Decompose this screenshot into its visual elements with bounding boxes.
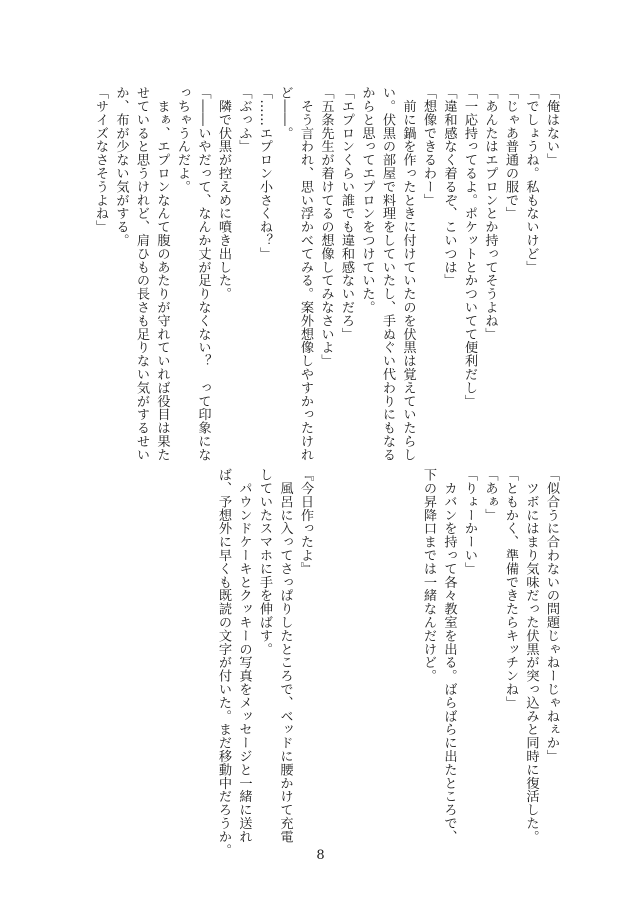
lower-text-block xyxy=(101,468,561,857)
text-line: 「五条先生が着けてるの想像してみなさいよ」 xyxy=(318,86,334,368)
text-line xyxy=(315,468,336,808)
text-line: 下の昇降口までは一緒なんだけど。 xyxy=(421,468,436,683)
text-line: 『今日作ったよ』 xyxy=(298,468,313,576)
upper-text-block xyxy=(93,86,561,462)
text-line: パウンドケーキとクッキーの写真をメッセージと一緒に送れ xyxy=(236,468,252,844)
text-line: 「似合うに合わないの問題じゃねーじゃねぇか」 xyxy=(544,468,559,763)
page-number: 8 xyxy=(316,848,325,863)
text-line: 「でしょうね。私もないけど」 xyxy=(523,86,539,274)
text-line: 「一応持ってるよ。ポケットとかついてて便利だし」 xyxy=(462,86,477,408)
text-line: 「りょーかーい」 xyxy=(462,468,477,576)
text-line: 「想像できるわー」 xyxy=(421,86,436,207)
text-line: せていると思うけれど、肩ひもの長さも足りない気がするせい xyxy=(134,86,149,462)
text-line: まぁ、エプロンなんて腹のあたりが守れていれば役目は果た xyxy=(154,86,170,462)
text-line: い。伏黒の部屋で料理をしていたし、手ぬぐい代わりにもなる xyxy=(380,86,395,462)
text-line: 「ともかく、準備できたらキッチンね」 xyxy=(503,468,518,710)
text-line: 「あんたはエプロンとか持ってそうよね」 xyxy=(482,86,498,341)
text-line: 「サイズなさそうよね」 xyxy=(93,86,108,234)
text-line: 「じゃあ普通の服で」 xyxy=(503,86,518,220)
text-line xyxy=(397,468,418,808)
text-line xyxy=(336,468,357,808)
text-line: 「俺はない」 xyxy=(544,86,559,167)
text-line: 隣で伏黒が控えめに噴き出した。 xyxy=(216,86,231,301)
text-line: 「エプロンくらい誰でも違和感ないだろ」 xyxy=(339,86,354,341)
text-line: そう言われ、思い浮かべてみる。案外想像しやすかったけれ xyxy=(298,86,313,462)
text-line: ば、予想外に早くも既読の文字が付いた。まだ移動中だろうか。 xyxy=(216,468,231,857)
text-line: 「ぶっふ」 xyxy=(236,86,252,153)
text-line: 「あぁ」 xyxy=(482,468,498,522)
text-line: 前に鍋を作ったときに付けていたのを伏黒は覚えていたらし xyxy=(400,86,416,462)
text-line: か、布が少ない気がする。 xyxy=(113,86,129,247)
text-line: カバンを持って各々教室を出る。ばらばらに出たところで、 xyxy=(441,468,457,844)
text-line: 「――いやだって、なんか丈が足りなくない？ って印象にな xyxy=(195,86,211,462)
text-line: ど――。 xyxy=(277,86,293,140)
text-line: からと思ってエプロンをつけていた。 xyxy=(359,86,375,314)
text-line: 風呂に入ってさっぱりしたところで、ベッドに腰かけて充電 xyxy=(277,468,293,844)
text-line: 「違和感なく着るぞ、こいつは」 xyxy=(441,86,457,287)
text-line: ツボにはまり気味だった伏黒が突っ込みと同時に復活した。 xyxy=(523,468,539,844)
text-line xyxy=(377,468,398,808)
text-line: っちゃうんだよ。 xyxy=(175,86,190,194)
text-line: 「……エプロン小さくね？」 xyxy=(257,86,272,261)
text-line: していたスマホに手を伸ばす。 xyxy=(257,468,272,656)
text-line xyxy=(356,468,377,808)
